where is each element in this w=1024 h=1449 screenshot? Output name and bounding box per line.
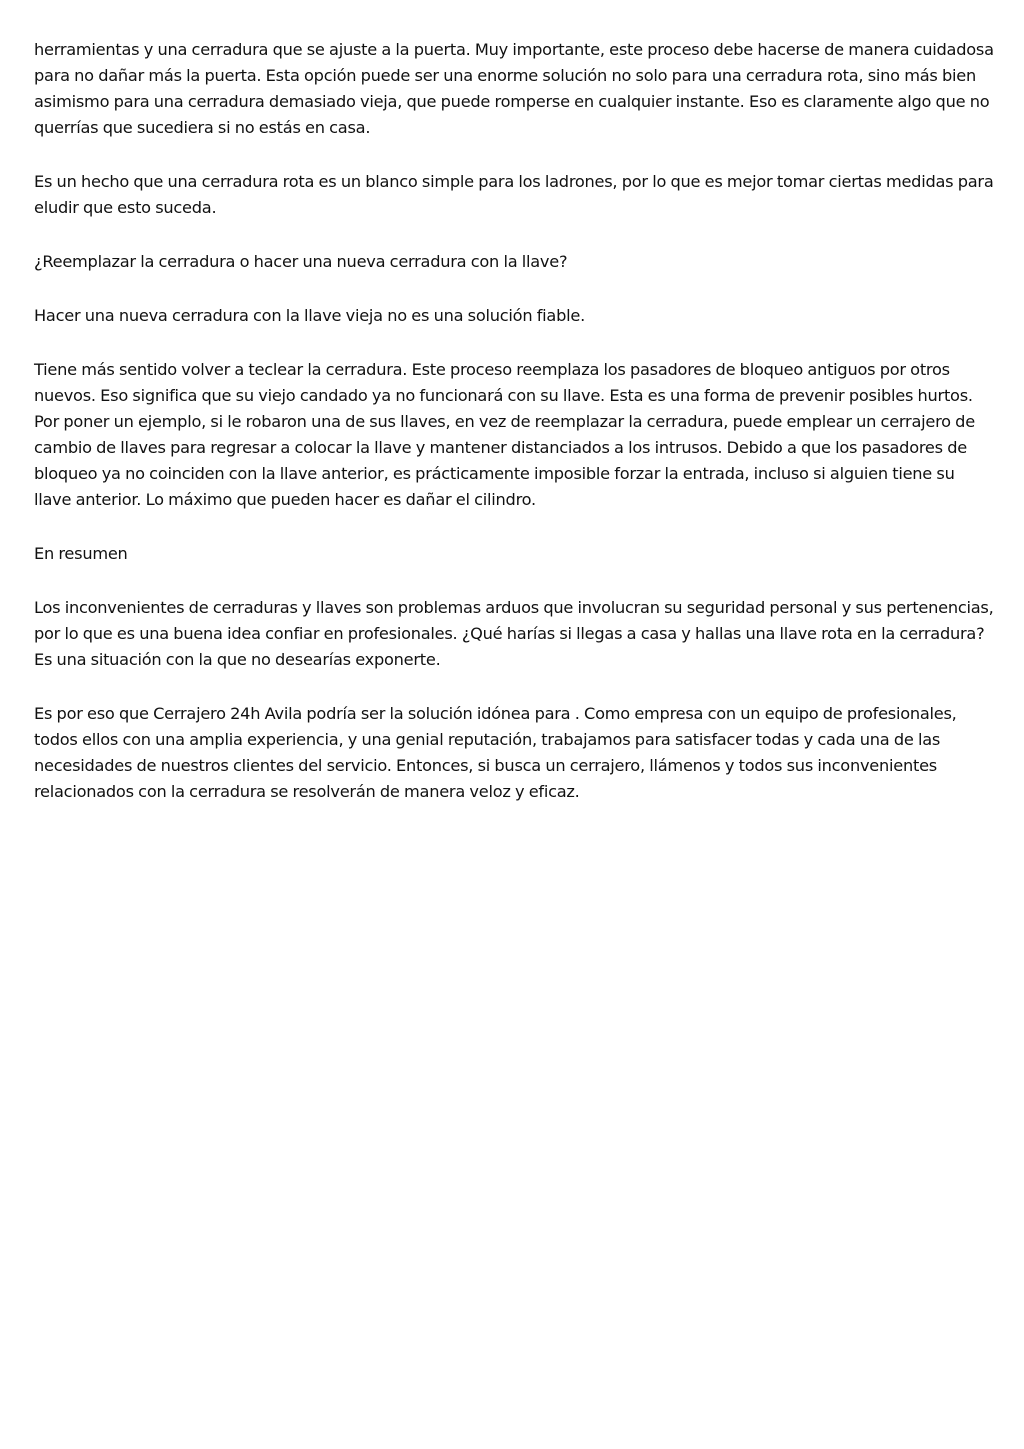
paragraph-rekey: Tiene más sentido volver a teclear la cerradura. Este proceso reemplaza los pasadores de bloqueo antiguos por otros nuevos. Eso significa que su viejo candado ya no funcionará con su llave. Esta es una forma de prevenir posibles hurtos. Por poner un ejemplo, si le robaron una de sus llaves, en vez de reemplazar la cerradura, puede emplear un cerrajero de cambio de llaves para regresar a colocar la llave y mantener distanciados a los intrusos. Debido a que los pasadores de bloqueo ya no coinciden con la llave anterior, es prácticamente imposible forzar la entrada, incluso si alguien tiene su llave anterior. Lo máximo que pueden hacer es dañar el cilindro.	[34, 360, 975, 509]
paragraph-professionals: Los inconvenientes de cerraduras y llaves son problemas arduos que involucran su seguridad personal y sus pertenencias, por lo que es una buena idea confiar en profesionales. ¿Qué harías si llegas a casa y hallas una llave rota en la cerradura? Es una situación con la que no desearías exponerte.	[34, 598, 994, 669]
paragraph-repair-lock: herramientas y una cerradura que se ajuste a la puerta. Muy importante, este proceso debe hacerse de manera cuidadosa para no dañar más la puerta. Esta opción puede ser una enorme solución no solo para una cerradura rota, sino más bien asimismo para una cerradura demasiado vieja, que puede romperse en cualquier instante. Eso es claramente algo que no querrías que sucediera si no estás en casa.	[34, 40, 994, 137]
document-body	[34, 37, 996, 833]
paragraph-broken-lock-target: Es un hecho que una cerradura rota es un blanco simple para los ladrones, por lo que es mejor tomar ciertas medidas para eludir que esto suceda.	[34, 172, 994, 217]
section-heading-summary: En resumen	[34, 544, 128, 563]
paragraph-company: Es por eso que Cerrajero 24h Avila podría ser la solución idónea para . Como empresa con un equipo de profesionales, todos ellos con una amplia experiencia, y una genial reputación, trabajamos para satisfacer todas y cada una de las necesidades de nuestros clientes del servicio. Entonces, si busca un cerrajero, llámenos y todos sus inconvenientes relacionados con la cerradura se resolverán de manera veloz y eficaz.	[34, 704, 957, 801]
paragraph-old-key: Hacer una nueva cerradura con la llave vieja no es una solución fiable.	[34, 306, 585, 325]
section-heading-replace-or-new: ¿Reemplazar la cerradura o hacer una nueva cerradura con la llave?	[34, 252, 568, 271]
